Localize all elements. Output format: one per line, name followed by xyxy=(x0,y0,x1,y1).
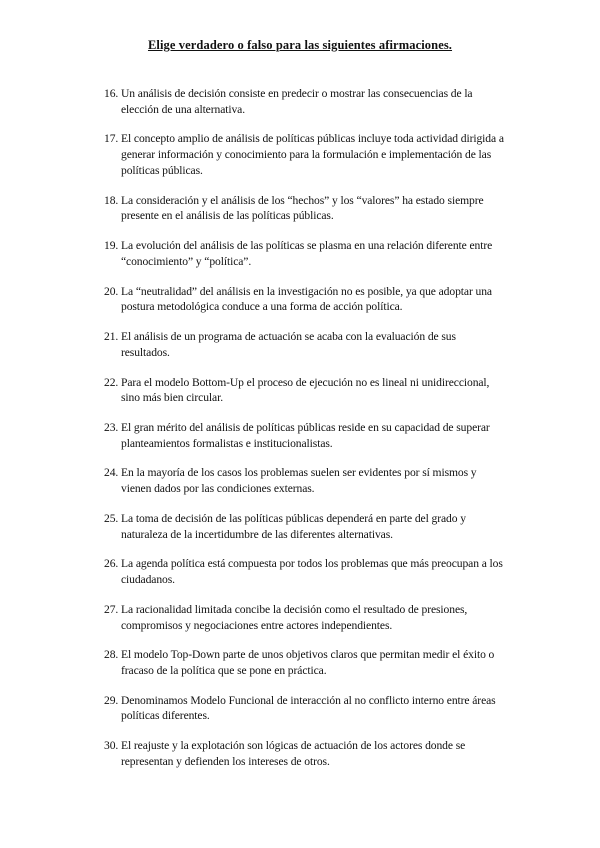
question-number: 26. xyxy=(104,557,119,571)
question-number: 20. xyxy=(104,284,119,298)
question-text: Para el modelo Bottom-Up el proceso de ejecución no es lineal ni unidireccional, sino más bien circular. xyxy=(121,375,490,405)
question-text: La racionalidad limitada concibe la decisión como el resultado de presiones, compromisos y negociaciones entre actores independientes. xyxy=(121,602,468,632)
question-item xyxy=(104,693,504,724)
question-item xyxy=(104,131,504,178)
question-text: El reajuste y la explotación son lógicas de actuación de los actores donde se representan y defienden los intereses de otros. xyxy=(121,739,466,768)
question-item xyxy=(104,193,504,224)
question-item xyxy=(104,375,504,406)
question-text: Denominamos Modelo Funcional de interacción al no conflicto interno entre áreas políticas diferentes. xyxy=(121,693,496,723)
question-number: 29. xyxy=(104,693,119,707)
question-item xyxy=(104,647,504,678)
question-item xyxy=(104,420,504,451)
page-title: Elige verdadero o falso para las siguientes afirmaciones. xyxy=(147,38,453,52)
question-text: El concepto amplio de análisis de políticas públicas incluye toda actividad dirigida a generar información y conocimiento para la formulación e implementación de las políticas públicas. xyxy=(121,132,504,177)
question-number: 22. xyxy=(104,375,119,389)
question-text: La “neutralidad” del análisis en la investigación no es posible, ya que adoptar una postura metodológica conduce a una forma de acción política. xyxy=(121,284,492,314)
question-item xyxy=(104,738,504,769)
question-number: 19. xyxy=(104,239,119,253)
question-text: El modelo Top-Down parte de unos objetivos claros que permitan medir el éxito o fracaso de la política que se pone en práctica. xyxy=(121,648,495,677)
question-item xyxy=(104,511,504,542)
question-item xyxy=(104,86,504,117)
question-number: 30. xyxy=(104,739,119,753)
question-number: 27. xyxy=(104,602,119,616)
question-number: 25. xyxy=(104,511,119,525)
question-number: 16. xyxy=(104,87,119,100)
question-text: Un análisis de decisión consiste en predecir o mostrar las consecuencias de la elección de una alternativa. xyxy=(121,87,473,116)
question-number: 18. xyxy=(104,193,119,207)
question-text: El gran mérito del análisis de políticas públicas reside en su capacidad de superar planteamientos formalistas e institucionalistas. xyxy=(121,420,490,450)
question-item xyxy=(104,465,504,496)
question-text: En la mayoría de los casos los problemas suelen ser evidentes por sí mismos y vienen dados por las condiciones externas. xyxy=(121,466,477,496)
question-number: 23. xyxy=(104,420,119,434)
question-item xyxy=(104,329,504,360)
question-number: 28. xyxy=(104,648,119,662)
question-item xyxy=(104,602,504,633)
question-number: 21. xyxy=(104,330,119,344)
question-number: 17. xyxy=(104,132,119,146)
question-item xyxy=(104,238,504,269)
question-text: El análisis de un programa de actuación se acaba con la evaluación de sus resultados. xyxy=(121,330,456,359)
question-item xyxy=(104,284,504,315)
question-text: La consideración y el análisis de los “hechos” y los “valores” ha estado siempre presente en el análisis de las políticas públicas. xyxy=(121,193,484,223)
question-text: La toma de decisión de las políticas públicas dependerá en parte del grado y naturaleza de la incertidumbre de las diferentes alternativas. xyxy=(121,511,466,541)
question-number: 24. xyxy=(104,466,119,480)
question-item xyxy=(104,556,504,587)
question-text: La evolución del análisis de las políticas se plasma en una relación diferente entre “conocimiento” y “política”. xyxy=(121,239,493,268)
question-list xyxy=(104,86,504,784)
question-text: La agenda política está compuesta por todos los problemas que más preocupan a los ciudadanos. xyxy=(121,557,503,587)
